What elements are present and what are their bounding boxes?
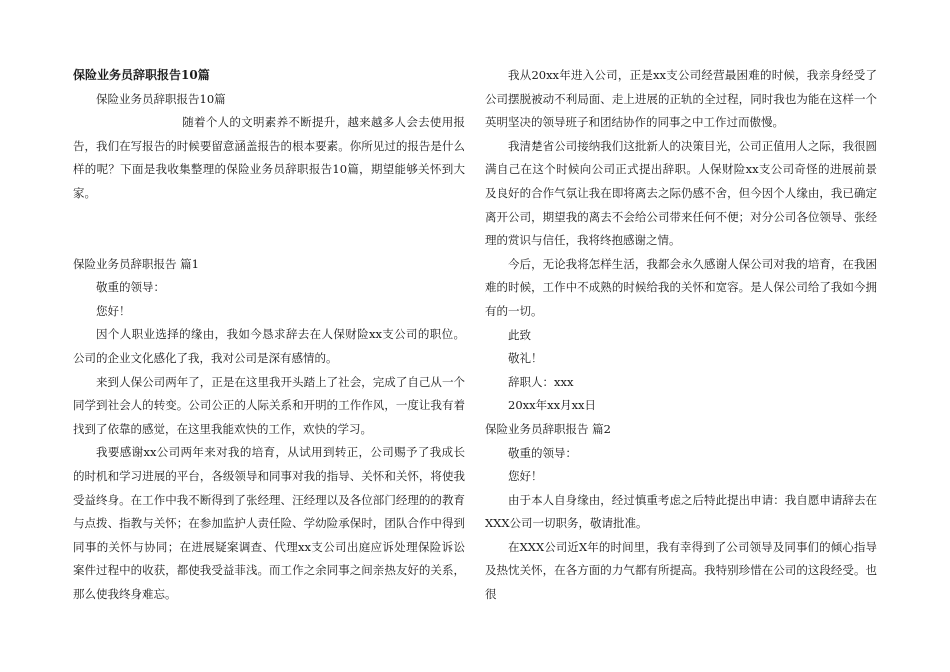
body-paragraph: 我要感谢xx公司两年来对我的培育，从试用到转正，公司赐予了我成长的时机和学习进展的平台，各级领导和同事对我的指导、关怀和关怀，将使我受益终身。在工作中我不断得到了张经理、汪经理以及各位部门经理的的教育与点拨、指教与关怀；在参加监护人责任险、学幼险承保时，团队合作中得到同事的关怀与协同；在进展疑案调查、代理xx支公司出庭应诉处理保险诉讼案件过程中的收获，都使我受益菲浅。而工作之余同事之间亲热友好的关系，那么使我终身难忘。 [73,445,465,601]
body-paragraph: 我从20xx年进入公司，正是xx支公司经营最困难的时候，我亲身经受了公司摆脱被动不利局面、走上进展的正轨的全过程，同时我也为能在这样一个英明坚决的领导班子和团结协作的同事之中工作过而傲慢。 [485,68,877,130]
body-paragraph: 在XXX公司近X年的时间里，我有幸得到了公司领导及同事们的倾心指导及热忱关怀，在各方面的力气都有所提高。我特别珍惜在公司的这段经受。也很 [485,539,877,602]
closing-line: 此致 [508,327,531,342]
intro-paragraph: 随着个人的文明素养不断提升，越来越多人会去使用报告，我们在写报告的时候要留意涵盖报告的根本要素。你所见过的报告是什么样的呢？下面是我收集整理的保险业务员辞职报告10篇，期望能够关怀到大家。 [73,115,465,200]
body-paragraph: 来到人保公司两年了，正是在这里我开头踏上了社会，完成了自己从一个同学到社会人的转变。公司公正的人际关系和开明的工作作风，一度让我有着找到了依靠的感觉，在这里我能欢快的工作，欢快的学习。 [73,374,465,436]
section-heading-1: 保险业务员辞职报告 篇1 [73,256,199,271]
body-paragraph: 今后，无论我将怎样生活，我都会永久感谢人保公司对我的培育，在我困难的时候，工作中不成熟的时候给我的关怀和宽容。是人保公司给了我如今拥有的一切。 [485,256,877,318]
body-paragraph: 由于本人自身缘由，经过慎重考虑之后特此提出申请：我自愿申请辞去在XXX公司一切职务，敬请批准。 [485,492,877,531]
date-line: 20xx年xx月xx日 [508,398,597,413]
salutation: 敬重的领导： [508,445,577,460]
left-column [73,64,465,606]
body-paragraph: 因个人职业选择的缘由，我如今恳求辞去在人保财险xx支公司的职位。公司的企业文化感化了我，我对公司是深有感情的。 [73,327,465,365]
body-paragraph: 我清楚省公司接纳我们这批新人的决策目光，公司正值用人之际，我很圆满自己在这个时候向公司正式提出辞职。人保财险xx支公司奇怪的进展前景及良好的合作气氛让我在即将离去之际仍感不舍，但今因个人缘由，我已确定离开公司，期望我的离去不会给公司带来任何不便；对分公司各位领导、张经理的赏识与信任，我将终抱感谢之情。 [485,138,877,248]
section-heading-2: 保险业务员辞职报告 篇2 [485,421,611,436]
right-column [485,64,877,607]
closing-line: 敬礼！ [508,351,543,366]
document-subtitle: 保险业务员辞职报告10篇 [96,91,226,106]
greeting: 您好！ [508,469,543,484]
signer-line: 辞职人：xxx [508,374,574,389]
document-title: 保险业务员辞职报告10篇 [73,68,210,82]
greeting: 您好！ [96,303,131,318]
salutation: 敬重的领导： [96,280,165,295]
spacer [73,206,465,253]
